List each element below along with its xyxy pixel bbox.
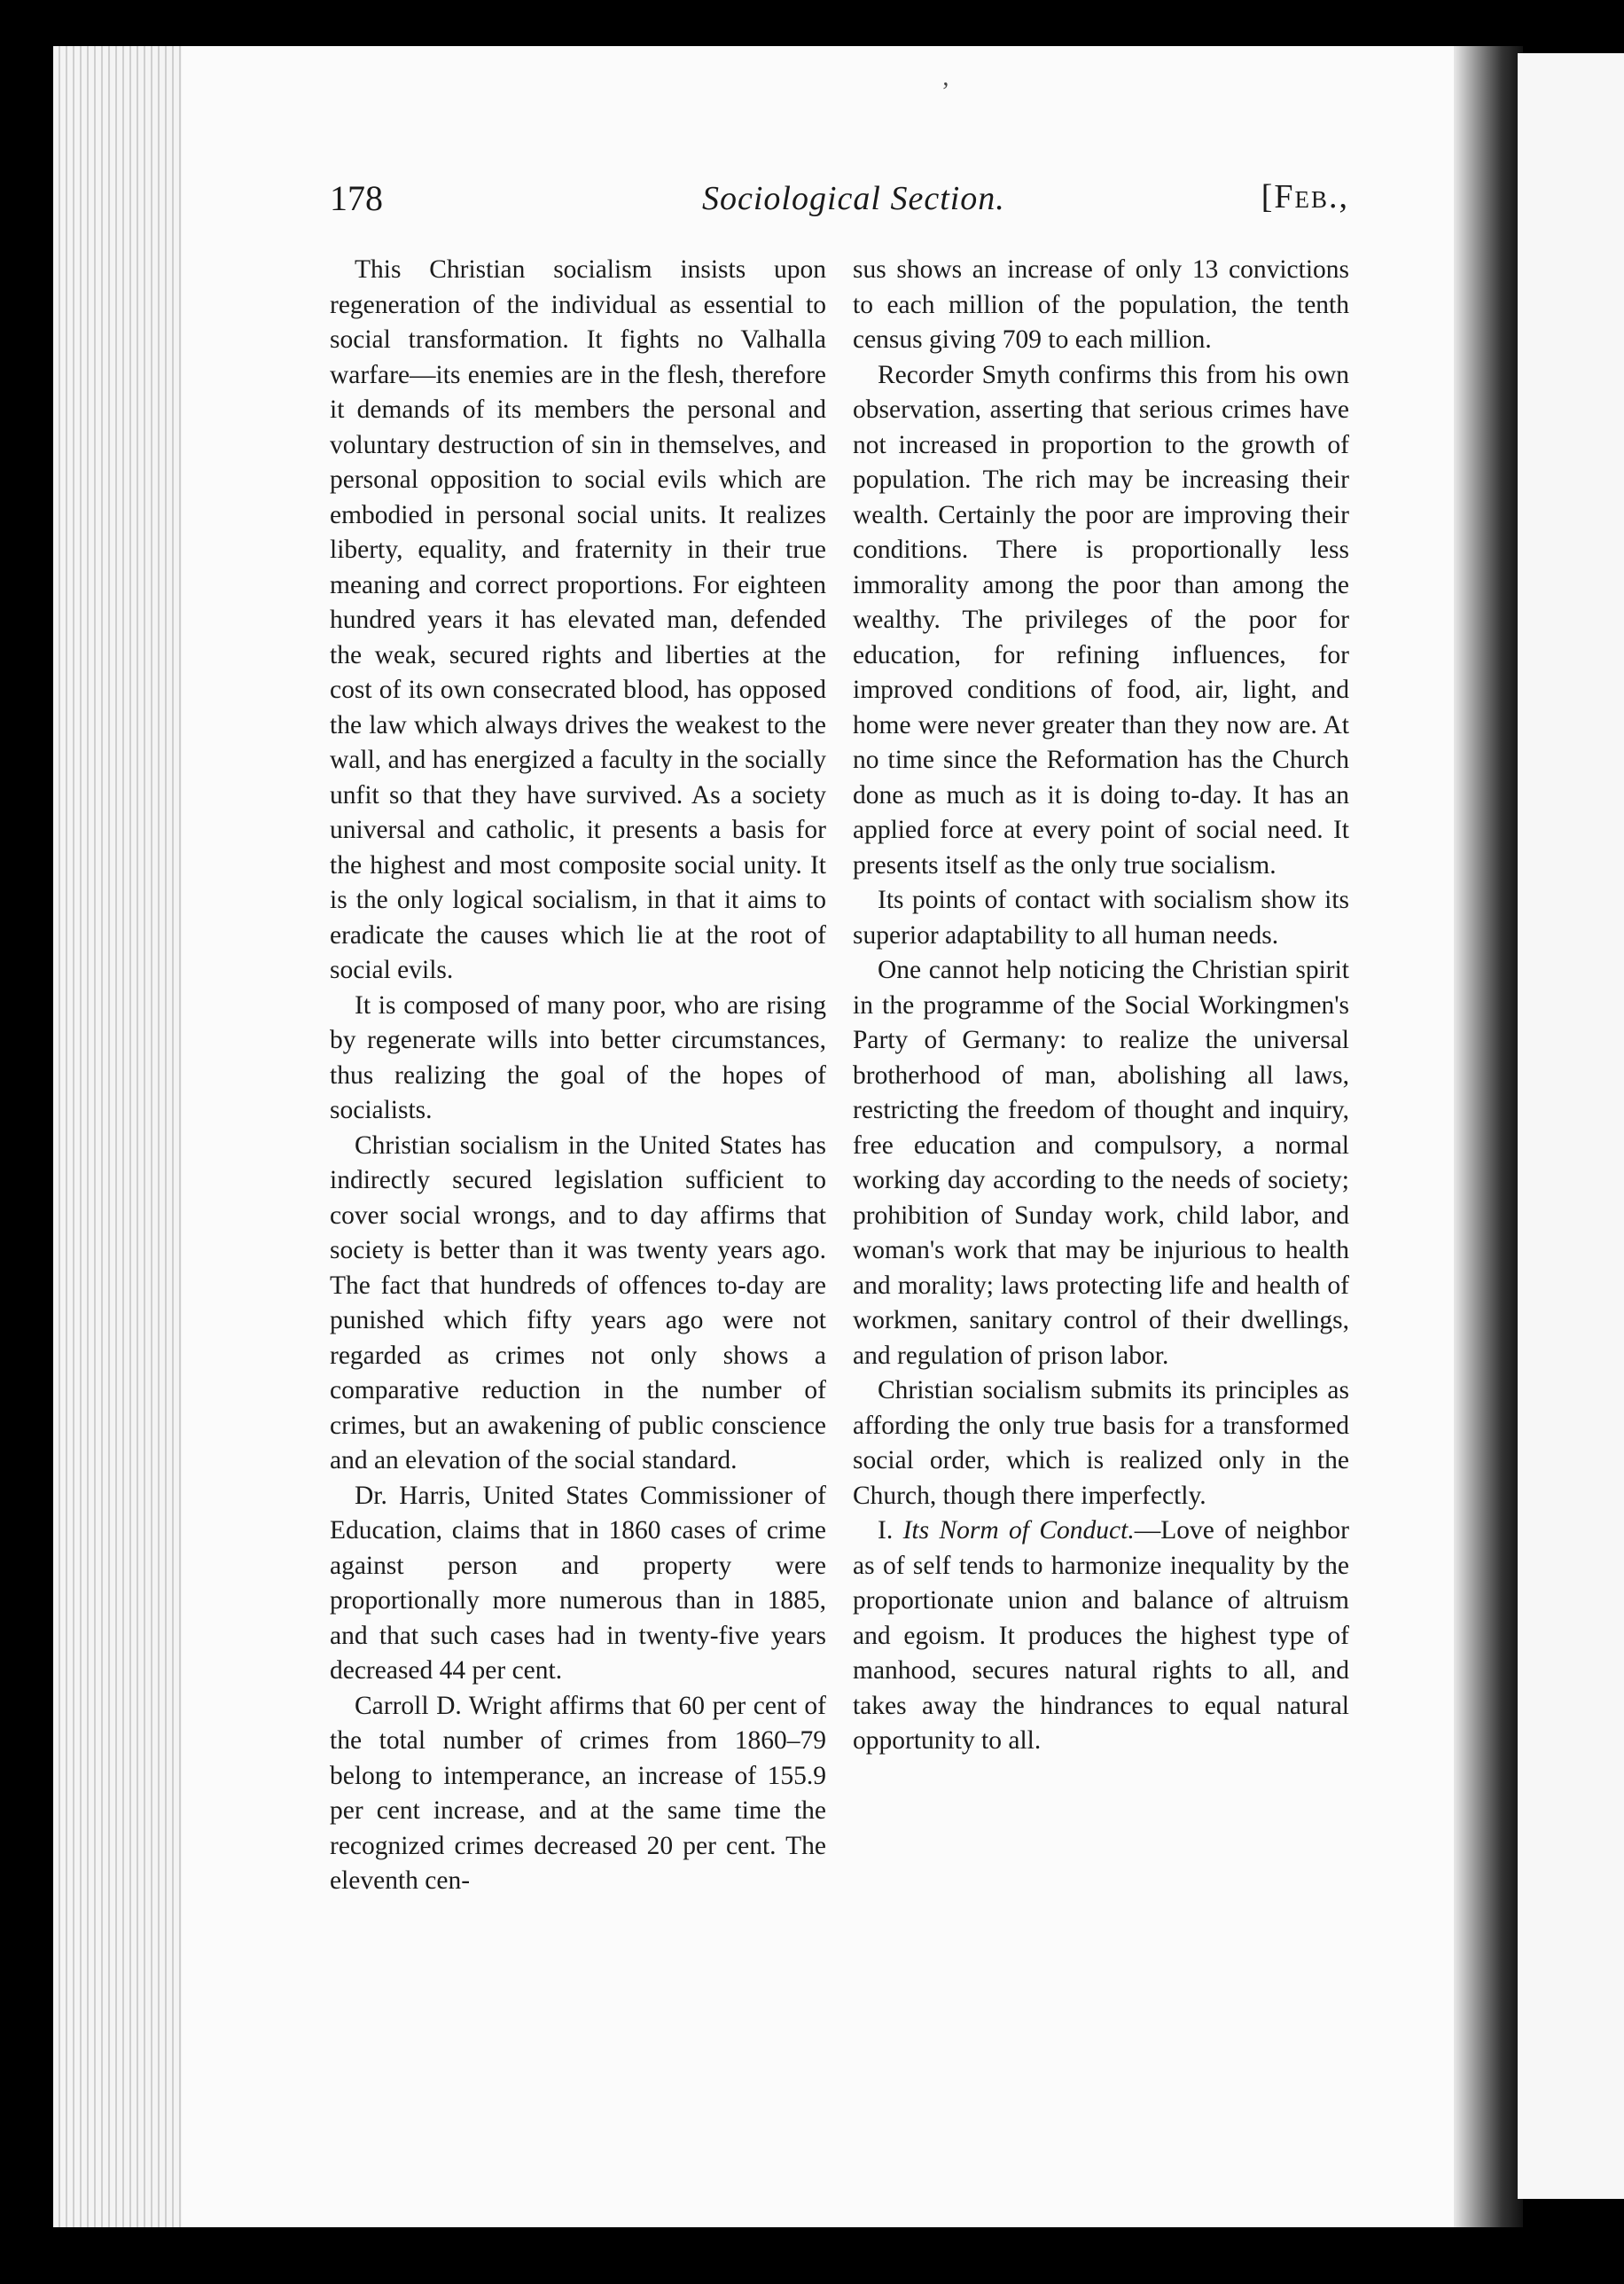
section-paragraph <box>853 1514 1349 1759</box>
section-numeral: I. <box>878 1516 894 1545</box>
section-text: —Love of neighbor as of self tends to harmonize inequality by the proportionate union and balance of altruism and egoism. It produces the highest type of manhood, secures natural rights to all, and takes away the hindrances to equal natural opportunity to all. <box>853 1516 1349 1755</box>
paragraph: This Christian socialism insists upon regeneration of the individual as essential to social transformation. It fights no Valhalla warfare—its enemies are in the flesh, therefore it demands of its members the personal and voluntary destruction of sin in themselves, and personal opposition to social evils which are embodied in personal social units. It realizes liberty, equality, and fraternity in their true meaning and correct proportions. For eighteen hundred years it has elevated man, defended the weak, secured rights and liberties at the cost of its own consecrated blood, has opposed the law which always drives the weakest to the wall, and has energized a faculty in the socially unfit so that they have survived. As a society universal and catholic, it presents a basis for the highest and most composite social unity. It is the only logical socialism, in that it aims to eradicate the causes which lie at the root of social evils. <box>330 255 826 984</box>
right-column <box>853 253 1349 1759</box>
left-column <box>330 253 826 1899</box>
page-edges <box>53 46 186 2227</box>
header-date: [Feb., <box>1261 178 1349 215</box>
paragraph: Recorder Smyth confirms this from his own observation, asserting that serious crimes have not increased in proportion to the growth of population. The rich may be increasing their wealth. Certainly the poor are improving their conditions. There is proportionally less immorality among the poor than among the wealthy. The privileges of the poor for education, for refining influences, for improved conditions of food, air, light, and home were never greater than they now are. At no time since the Reformation has the Church done as much as it is doing to-day. It has an applied force at every point of social need. It presents itself as the only true socialism. <box>853 360 1349 880</box>
paragraph: It is composed of many poor, who are rising by regenerate wills into better circumstances, thus realizing the goal of the hopes of socialists. <box>330 990 826 1124</box>
paragraph: Dr. Harris, United States Commissioner of Education, claims that in 1860 cases of crime against person and property were proportionally more numerous than in 1885, and that such cases had in twenty-five years decreased 44 per cent. <box>330 1481 826 1685</box>
ink-speck: ’ <box>941 78 950 106</box>
paragraph: Carroll D. Wright affirms that 60 per cent of the total number of crimes from 1860–79 belong to intemperance, an increase of 155.9 per cent increase, and at the same time the recognized crimes decreased 20 per cent. The eleventh cen- <box>330 1691 826 1895</box>
paragraph: Christian socialism in the United States has indirectly secured legislation sufficient to cover social wrongs, and to day affirms that society is better than it was twenty years ago. The fact that hundreds of offences to-day are punished which fifty years ago were not regarded as crimes not only shows a comparative reduction in the number of crimes, but an awakening of public conscience and an elevation of the social standard. <box>330 1130 826 1474</box>
paragraph: One cannot help noticing the Christian spirit in the programme of the Social Workingmen's Party of Germany: to realize the universal brotherhood of man, abolishing all laws, restricting the freedom of thought and inquiry, free education and compulsory, a normal working day according to the needs of society; prohibition of Sunday work, child labor, and woman's work that may be injurious to health and morality; laws protecting life and health of workmen, sanitary control of their dwellings, and regulation of prison labor. <box>853 956 1349 1370</box>
page-header <box>330 177 1349 231</box>
running-title: Sociological Section. <box>702 180 1005 217</box>
paragraph: Christian socialism submits its principles as affording the only true basis for a transformed social order, which is realized only in the Church, though there imperfectly. <box>853 1376 1349 1510</box>
continued-paragraph: sus shows an increase of only 13 convictions to each million of the population, the tenth census giving 709 to each million. <box>853 255 1349 354</box>
book-spine-shadow <box>1454 46 1523 2227</box>
page-number: 178 <box>330 178 383 218</box>
facing-page-edge <box>1518 53 1624 2199</box>
paragraph: Its points of contact with socialism show its superior adaptability to all human needs. <box>853 886 1349 950</box>
section-heading: Its Norm of Conduct. <box>902 1516 1135 1545</box>
